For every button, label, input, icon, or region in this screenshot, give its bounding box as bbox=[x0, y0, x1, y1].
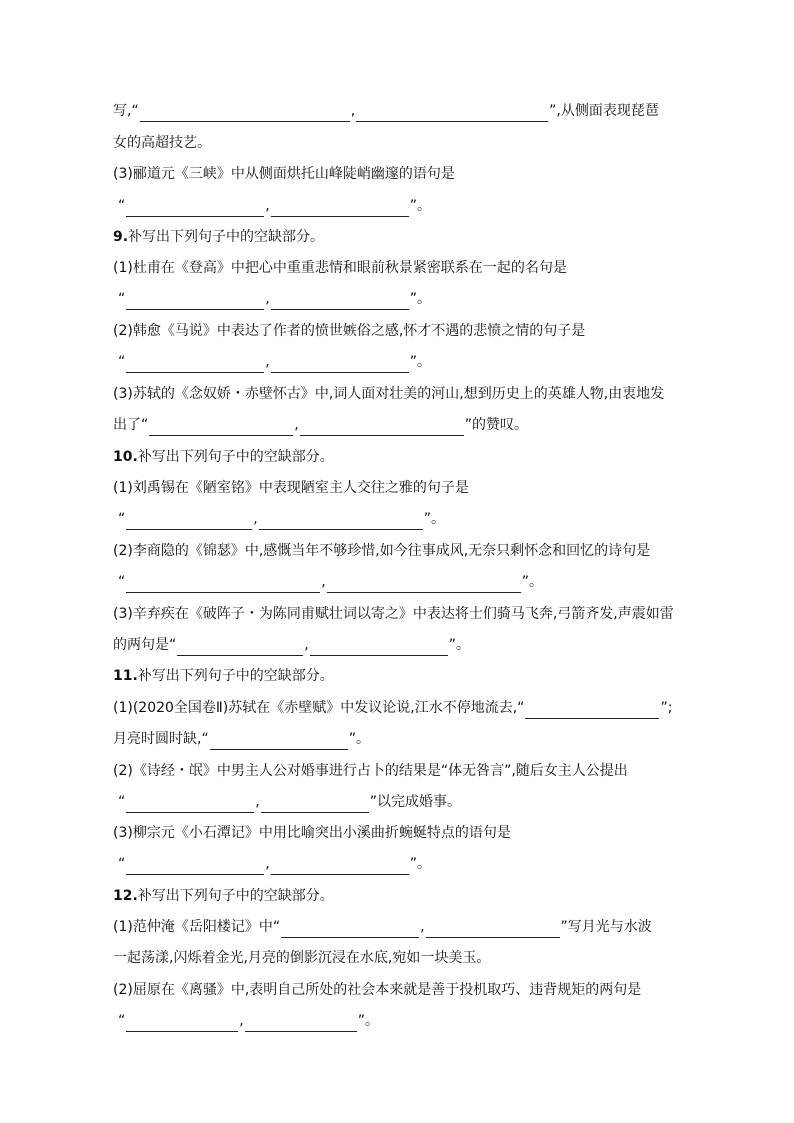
answer-blank[interactable] bbox=[126, 200, 264, 217]
answer-line bbox=[118, 571, 543, 593]
question-item bbox=[113, 383, 664, 405]
question-item bbox=[113, 822, 511, 844]
question-item bbox=[113, 979, 641, 1001]
text: 女的高超技艺。 bbox=[113, 135, 211, 151]
text: “ bbox=[118, 574, 126, 590]
answer-blank[interactable] bbox=[126, 1015, 238, 1032]
text: (2)屈原在《离骚》中,表明自己所处的社会本来就是善于投机取巧、违背规矩的两句是 bbox=[113, 982, 642, 998]
answer-line bbox=[113, 414, 528, 436]
question-heading bbox=[113, 885, 334, 907]
question-item bbox=[113, 257, 567, 279]
question-item bbox=[113, 603, 674, 625]
question-heading bbox=[113, 665, 334, 687]
line bbox=[113, 947, 490, 969]
text: ”。 bbox=[409, 198, 431, 214]
answer-line bbox=[118, 1010, 379, 1032]
answer-blank[interactable] bbox=[271, 356, 409, 373]
text: , bbox=[265, 198, 270, 214]
answer-line bbox=[118, 791, 461, 813]
answer-blank[interactable] bbox=[281, 921, 419, 938]
answer-blank[interactable] bbox=[271, 293, 409, 310]
question-number: 10. bbox=[113, 449, 138, 465]
text: “ bbox=[118, 291, 126, 307]
answer-line bbox=[118, 508, 445, 530]
answer-blank[interactable] bbox=[245, 1015, 357, 1032]
text: 一起荡漾,闪烁着金光,月亮的倒影沉浸在水底,宛如一块美玉。 bbox=[113, 950, 491, 966]
text: (2)《诗经・氓》中男主人公对婚事进行占卜的结果是“体无咎言”,随后女主人公提出 bbox=[113, 763, 628, 779]
text: ”。 bbox=[348, 731, 370, 747]
answer-blank[interactable] bbox=[126, 796, 254, 813]
answer-line bbox=[118, 195, 431, 217]
text: 出了“ bbox=[113, 417, 149, 433]
text: (3)苏轼的《念奴娇・赤壁怀古》中,词人面对壮美的河山,想到历史上的英雄人物,由衷地发 bbox=[113, 386, 665, 402]
answer-blank[interactable] bbox=[310, 639, 448, 656]
question-item bbox=[113, 760, 628, 782]
text: ”。 bbox=[521, 574, 543, 590]
answer-blank[interactable] bbox=[126, 576, 320, 593]
question-text: 补写出下列句子中的空缺部分。 bbox=[137, 668, 334, 684]
line bbox=[113, 132, 211, 154]
text: (3)辛弃疾在《破阵子・为陈同甫赋壮词以寄之》中表达将士们骑马飞奔,弓箭齐发,声震如雷 bbox=[113, 606, 674, 622]
answer-line bbox=[118, 351, 431, 373]
text: , bbox=[265, 291, 270, 307]
text: “ bbox=[118, 198, 126, 214]
text: ”。 bbox=[357, 1013, 379, 1029]
text: ”。 bbox=[409, 354, 431, 370]
answer-blank[interactable] bbox=[126, 356, 264, 373]
text: 月亮时圆时缺,“ bbox=[113, 731, 209, 747]
text: , bbox=[294, 417, 299, 433]
question-item bbox=[113, 320, 585, 342]
line bbox=[113, 100, 659, 122]
answer-blank[interactable] bbox=[140, 105, 350, 122]
text: 的两句是“ bbox=[113, 637, 177, 653]
answer-blank[interactable] bbox=[126, 513, 252, 530]
text: ”写月光与水波 bbox=[560, 919, 652, 935]
text: , bbox=[420, 919, 425, 935]
question-text: 补写出下列句子中的空缺部分。 bbox=[137, 888, 334, 904]
text: (1)(2020全国卷Ⅱ)苏轼在《赤壁赋》中发议论说,江水不停地流去,“ bbox=[113, 700, 525, 716]
text: ”。 bbox=[409, 291, 431, 307]
answer-blank[interactable] bbox=[525, 702, 659, 719]
text: “ bbox=[118, 354, 126, 370]
answer-blank[interactable] bbox=[126, 858, 264, 875]
text: , bbox=[321, 574, 326, 590]
answer-line bbox=[113, 728, 370, 750]
question-number: 12. bbox=[113, 888, 138, 904]
text: , bbox=[265, 354, 270, 370]
text: ”。 bbox=[409, 856, 431, 872]
text: , bbox=[350, 103, 356, 119]
text: 写,“ bbox=[113, 103, 139, 119]
text: ”,从侧面表现琵琶 bbox=[549, 103, 659, 119]
text: (1)范仲淹《岳阳楼记》中“ bbox=[113, 919, 281, 935]
text: (3)郦道元《三峡》中从侧面烘托山峰陡峭幽邃的语句是 bbox=[113, 166, 455, 182]
question-item bbox=[113, 697, 672, 719]
answer-blank[interactable] bbox=[271, 858, 409, 875]
text: ”。 bbox=[423, 511, 445, 527]
answer-blank[interactable] bbox=[126, 293, 264, 310]
text: (1)杜甫在《登高》中把心中重重悲情和眼前秋景紧密联系在一起的名句是 bbox=[113, 260, 567, 276]
question-item bbox=[113, 540, 650, 562]
answer-blank[interactable] bbox=[300, 419, 464, 436]
text: , bbox=[265, 856, 270, 872]
text: “ bbox=[118, 1013, 126, 1029]
text: (1)刘禹锡在《陋室铭》中表现陋室主人交往之雅的句子是 bbox=[113, 480, 469, 496]
question-item bbox=[113, 163, 455, 185]
text: “ bbox=[118, 794, 126, 810]
question-number: 9. bbox=[113, 229, 129, 245]
answer-line bbox=[118, 853, 431, 875]
answer-blank[interactable] bbox=[426, 921, 560, 938]
text: (2)韩愈《马说》中表达了作者的愤世嫉俗之感,怀才不遇的悲愤之情的句子是 bbox=[113, 323, 586, 339]
answer-line bbox=[118, 288, 431, 310]
text: ”; bbox=[660, 700, 673, 716]
text: (3)柳宗元《小石潭记》中用比喻突出小溪曲折蜿蜒特点的语句是 bbox=[113, 825, 511, 841]
question-number: 11. bbox=[113, 668, 138, 684]
answer-blank[interactable] bbox=[271, 200, 409, 217]
text: , bbox=[239, 1013, 244, 1029]
text: “ bbox=[118, 511, 126, 527]
answer-blank[interactable] bbox=[261, 796, 369, 813]
text: ”的赞叹。 bbox=[464, 417, 528, 433]
question-heading bbox=[113, 446, 334, 468]
question-text: 补写出下列句子中的空缺部分。 bbox=[128, 229, 325, 245]
answer-line bbox=[113, 634, 470, 656]
answer-blank[interactable] bbox=[177, 639, 303, 656]
answer-blank[interactable] bbox=[149, 419, 293, 436]
question-heading bbox=[113, 226, 324, 248]
text: (2)李商隐的《锦瑟》中,感慨当年不够珍惜,如今往事成风,无奈只剩怀念和回忆的诗句是 bbox=[113, 543, 651, 559]
question-item bbox=[113, 477, 469, 499]
text: , bbox=[253, 511, 258, 527]
answer-blank[interactable] bbox=[259, 513, 423, 530]
question-text: 补写出下列句子中的空缺部分。 bbox=[137, 449, 334, 465]
text: , bbox=[304, 637, 309, 653]
text: ”以完成婚事。 bbox=[369, 794, 461, 810]
answer-blank[interactable] bbox=[327, 576, 521, 593]
text: “ bbox=[118, 856, 126, 872]
answer-blank[interactable] bbox=[356, 105, 548, 122]
text: , bbox=[255, 794, 260, 810]
text: ”。 bbox=[448, 637, 470, 653]
question-item bbox=[113, 916, 652, 938]
answer-blank[interactable] bbox=[210, 733, 348, 750]
